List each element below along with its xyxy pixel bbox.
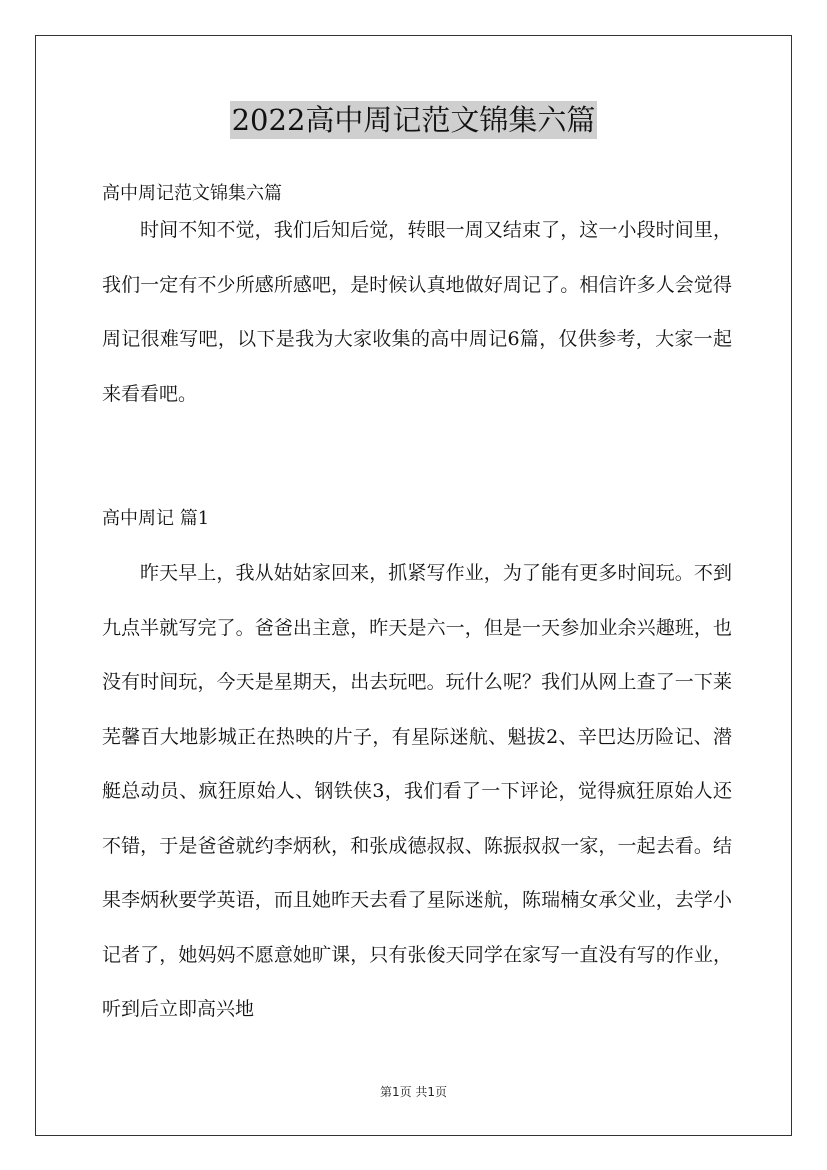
section-heading: 高中周记 篇1 — [102, 508, 210, 529]
document-title-text: 2022高中周记范文锦集六篇 — [231, 103, 596, 137]
body-paragraph: 昨天早上，我从姑姑家回来，抓紧写作业，为了能有更多时间玩。不到九点半就写完了。爸爸出主意，昨天是六一，但是一天参加业余兴趣班，也没有时间玩，今天是星期天，出去玩吧。玩什么呢？我们从网上查了一下莱芜馨百大地影城正在热映的片子，有星际迷航、魁拔2、辛巴达历险记、潜艇总动员、疯狂原始人、钢铁侠3，我们看了一下评论，觉得疯狂原始人还不错，于是爸爸就约李炳秋，和张成德叔叔、陈振叔叔一家，一起去看。结果李炳秋要学英语，而且她昨天去看了星际迷航，陈瑞楠女承父业，去学小记者了，她妈妈不愿意她旷课，只有张俊天同学在家写一直没有写的作业，听到后立即高兴地 — [102, 562, 732, 1020]
page-footer: 第1页 共1页 — [379, 1085, 448, 1099]
document-title — [0, 98, 827, 142]
document-subtitle: 高中周记范文锦集六篇 — [102, 183, 282, 204]
intro-paragraph: 时间不知不觉，我们后知后觉，转眼一周又结束了，这一小段时间里，我们一定有不少所感所感吧，是时候认真地做好周记了。相信许多人会觉得周记很难写吧，以下是我为大家收集的高中周记6篇，仅供参考，大家一起来看看吧。 — [102, 219, 732, 405]
